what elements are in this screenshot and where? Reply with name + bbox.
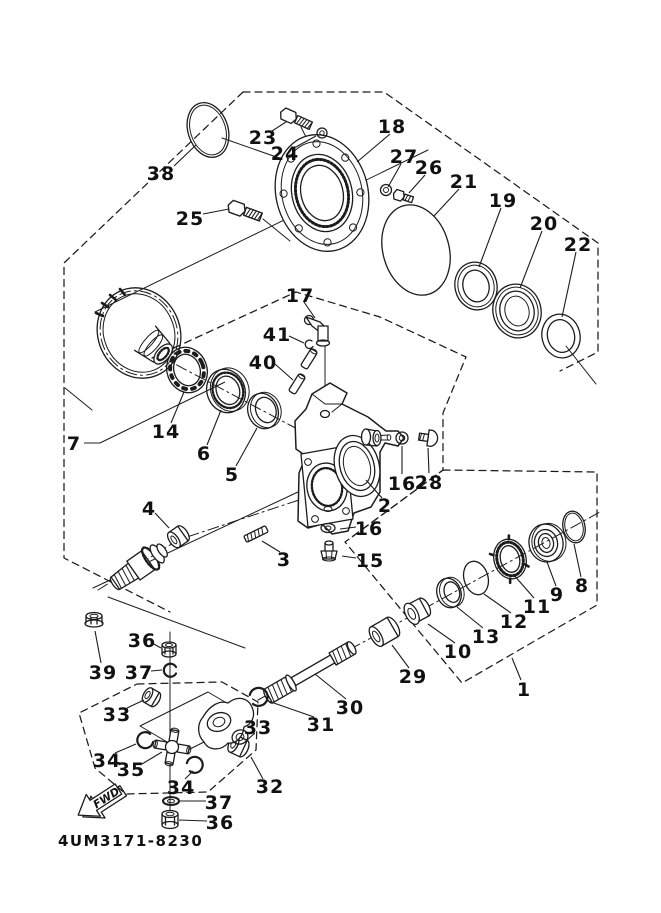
callout-2: 2 xyxy=(377,495,393,517)
part-seal-20 xyxy=(487,279,547,343)
callout-14: 14 xyxy=(151,421,181,443)
part-breather-17 xyxy=(305,316,330,347)
callout-10: 10 xyxy=(443,641,473,663)
callout-8: 8 xyxy=(574,575,590,597)
callout-leader-19 xyxy=(479,208,501,267)
callout-leader-8 xyxy=(574,544,581,577)
part-oring-12 xyxy=(460,558,492,597)
part-pinion-shaft-7 xyxy=(106,538,173,596)
callout-29: 29 xyxy=(398,666,428,688)
callout-13: 13 xyxy=(471,626,501,648)
part-flange-7 xyxy=(83,274,195,391)
part-bolt-25 xyxy=(226,199,263,223)
callout-6: 6 xyxy=(196,443,212,465)
callout-21: 21 xyxy=(449,171,479,193)
part-clip-41 xyxy=(305,340,313,348)
part-oring-38 xyxy=(180,97,235,163)
callout-16: 16 xyxy=(387,473,417,495)
callout-30: 30 xyxy=(335,697,365,719)
callout-11: 11 xyxy=(522,596,552,618)
callout-24: 24 xyxy=(270,143,300,165)
callout-27: 27 xyxy=(389,146,419,168)
callout-28: 28 xyxy=(414,472,444,494)
part-clip-34R xyxy=(186,755,205,775)
callout-7: 7 xyxy=(66,433,82,455)
callout-leader-39 xyxy=(95,631,101,663)
callout-33: 33 xyxy=(102,704,132,726)
part-shaft-30 xyxy=(261,639,358,706)
callout-23: 23 xyxy=(248,127,278,149)
part-bolt-15 xyxy=(321,541,337,561)
part-cap-36b xyxy=(162,811,178,829)
callout-15: 15 xyxy=(355,550,385,572)
callout-35: 35 xyxy=(116,759,146,781)
callout-leader-4 xyxy=(155,513,169,528)
callout-leader-25 xyxy=(203,209,229,214)
callout-3: 3 xyxy=(276,549,292,571)
callout-leader-18 xyxy=(357,134,390,162)
callout-26: 26 xyxy=(414,157,444,179)
callout-40: 40 xyxy=(248,352,278,374)
callout-leader-22 xyxy=(562,252,576,317)
part-washer-27 xyxy=(381,185,392,196)
fwd-marker xyxy=(71,776,130,829)
part-gasket-21 xyxy=(372,197,461,304)
callout-37: 37 xyxy=(124,662,154,684)
part-stud-3 xyxy=(244,526,269,543)
callout-5: 5 xyxy=(224,464,240,486)
callout-leader-21 xyxy=(434,189,459,216)
callout-16: 16 xyxy=(354,518,384,540)
callout-36: 36 xyxy=(205,812,235,834)
part-ringnut-11 xyxy=(487,533,532,586)
part-cup-33L xyxy=(140,686,163,708)
part-code: 4UM3171-8230 xyxy=(58,832,204,850)
callout-38: 38 xyxy=(146,163,176,185)
callout-leader-40 xyxy=(275,364,293,380)
part-ring-19 xyxy=(450,258,502,315)
callout-9: 9 xyxy=(549,584,565,606)
callout-leader-36 xyxy=(179,820,207,821)
callout-32: 32 xyxy=(255,776,285,798)
callout-leader-1 xyxy=(512,658,521,680)
callout-leader-6 xyxy=(207,410,221,445)
callout-18: 18 xyxy=(377,116,407,138)
callout-33: 33 xyxy=(243,717,273,739)
part-nut-39 xyxy=(85,613,103,628)
callout-22: 22 xyxy=(563,234,593,256)
part-cap-36a xyxy=(162,642,176,657)
callout-39: 39 xyxy=(88,662,118,684)
callout-25: 25 xyxy=(175,208,205,230)
callout-leader-28 xyxy=(428,448,429,473)
callout-leader-30 xyxy=(315,674,346,699)
callout-37: 37 xyxy=(204,792,234,814)
part-pin-40a xyxy=(300,348,318,370)
callout-36: 36 xyxy=(127,630,157,652)
part-collar-29 xyxy=(366,615,402,649)
part-plug-28 xyxy=(418,429,439,447)
callout-41: 41 xyxy=(262,324,292,346)
callout-leader-5 xyxy=(236,428,257,466)
callout-leader-9 xyxy=(547,562,556,586)
callout-34: 34 xyxy=(92,750,122,772)
callout-leader-15 xyxy=(342,556,356,558)
part-ring-22 xyxy=(537,310,585,362)
part-seal-13 xyxy=(433,574,468,611)
fwd-label: FWD xyxy=(90,784,123,812)
callout-31: 31 xyxy=(306,714,336,736)
part-oring-8 xyxy=(560,509,588,545)
callout-leader-20 xyxy=(520,231,542,288)
callout-17: 17 xyxy=(285,285,315,307)
callout-leader-41 xyxy=(289,336,304,343)
callout-leader-13 xyxy=(457,607,483,628)
callout-12: 12 xyxy=(499,611,529,633)
part-bolt-23 xyxy=(278,107,313,131)
callout-19: 19 xyxy=(488,190,518,212)
callout-1: 1 xyxy=(516,679,532,701)
callout-leader-29 xyxy=(392,645,409,668)
callout-leader-38 xyxy=(174,145,196,166)
callout-34: 34 xyxy=(166,777,196,799)
part-pin-40b xyxy=(288,373,306,395)
callout-20: 20 xyxy=(529,213,559,235)
part-bushing-10 xyxy=(401,595,434,627)
callout-leader-11 xyxy=(513,574,534,598)
callout-4: 4 xyxy=(141,498,157,520)
